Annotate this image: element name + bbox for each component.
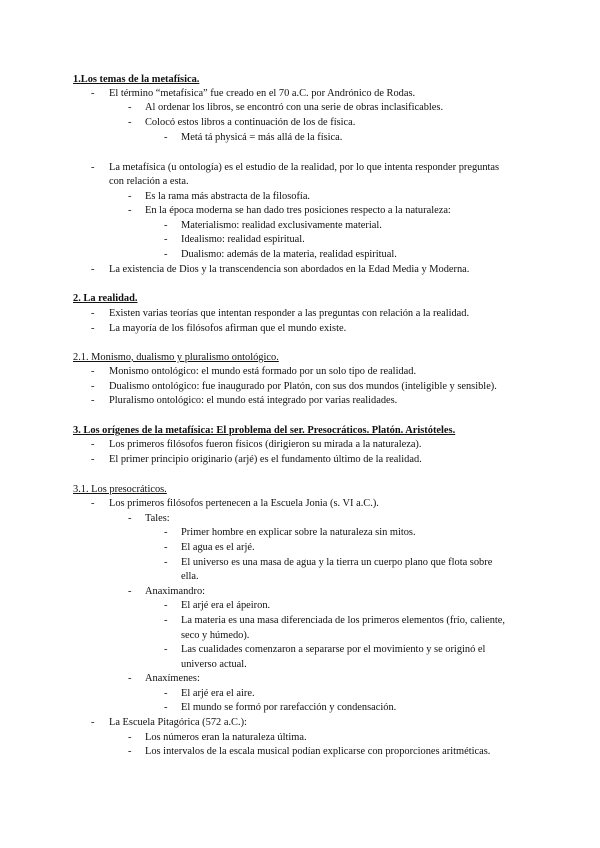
list-item: Los números eran la naturaleza última. bbox=[145, 732, 307, 743]
list-item: El primer principio originario (arjé) es el fundamento último de la realidad. bbox=[109, 454, 422, 465]
bullet: - bbox=[128, 205, 132, 216]
heading-presocraticos: 3.1. Los presocráticos. bbox=[73, 484, 167, 495]
list-item-continuation: con relación a esta. bbox=[109, 176, 189, 187]
list-item: Colocó estos libros a continuación de los de física. bbox=[145, 117, 356, 128]
list-item: La mayoría de los filósofos afirman que el mundo existe. bbox=[109, 323, 347, 334]
bullet: - bbox=[91, 88, 95, 99]
bullet: - bbox=[91, 439, 95, 450]
bullet: - bbox=[128, 102, 132, 113]
bullet: - bbox=[164, 132, 168, 143]
bullet: - bbox=[164, 600, 168, 611]
list-item: La metafísica (u ontología) es el estudio de la realidad, por lo que intenta responder preguntas bbox=[109, 162, 500, 173]
list-item: El arjé era el aire. bbox=[181, 688, 255, 699]
list-item: El agua es el arjé. bbox=[181, 542, 255, 553]
bullet: - bbox=[91, 454, 95, 465]
bullet: - bbox=[164, 234, 168, 245]
bullet: - bbox=[128, 513, 132, 524]
list-item: En la época moderna se han dado tres posiciones respecto a la naturaleza: bbox=[145, 205, 451, 216]
bullet: - bbox=[164, 557, 168, 568]
list-item: El término “metafísica” fue creado en el 70 a.C. por Andrónico de Rodas. bbox=[109, 88, 416, 99]
list-item: Las cualidades comenzaron a separarse por el movimiento y se originó el bbox=[181, 644, 486, 655]
bullet: - bbox=[128, 673, 132, 684]
bullet: - bbox=[164, 220, 168, 231]
bullet: - bbox=[164, 249, 168, 260]
bullet: - bbox=[91, 162, 95, 173]
list-item: La materia es una masa diferenciada de los primeros elementos (frío, caliente, bbox=[181, 615, 505, 626]
list-item-continuation: seco y húmedo). bbox=[181, 630, 250, 641]
bullet: - bbox=[128, 586, 132, 597]
bullet: - bbox=[128, 746, 132, 757]
bullet: - bbox=[91, 264, 95, 275]
list-item: Los primeros filósofos fueron físicos (dirigieron su mirada a la naturaleza). bbox=[109, 439, 422, 450]
list-item: El universo es una masa de agua y la tierra un cuerpo plano que flota sobre bbox=[181, 557, 493, 568]
heading-monismo-dualismo: 2.1. Monismo, dualismo y pluralismo ontológico. bbox=[73, 352, 279, 363]
bullet: - bbox=[128, 117, 132, 128]
bullet: - bbox=[91, 366, 95, 377]
list-item: Materialismo: realidad exclusivamente material. bbox=[181, 220, 382, 231]
bullet: - bbox=[91, 381, 95, 392]
list-item: Primer hombre en explicar sobre la naturaleza sin mitos. bbox=[181, 527, 416, 538]
bullet: - bbox=[91, 395, 95, 406]
bullet: - bbox=[164, 615, 168, 626]
bullet: - bbox=[91, 323, 95, 334]
bullet: - bbox=[164, 688, 168, 699]
bullet: - bbox=[164, 644, 168, 655]
list-item: Al ordenar los libros, se encontró con una serie de obras inclasificables. bbox=[145, 102, 444, 113]
list-item: Pluralismo ontológico: el mundo está integrado por varias realidades. bbox=[109, 395, 398, 406]
list-item-continuation: universo actual. bbox=[181, 659, 247, 670]
list-item: Monismo ontológico: el mundo está formado por un solo tipo de realidad. bbox=[109, 366, 417, 377]
list-item: Anaximandro: bbox=[145, 586, 206, 597]
bullet: - bbox=[91, 308, 95, 319]
list-item: Dualismo ontológico: fue inaugurado por Platón, con sus dos mundos (inteligible y sensible). bbox=[109, 381, 497, 392]
list-item: Los intervalos de la escala musical podían explicarse con proporciones aritméticas. bbox=[145, 746, 491, 757]
list-item: El arjé era el ápeiron. bbox=[181, 600, 271, 611]
heading-origenes-metafisica: 3. Los orígenes de la metafísica: El problema del ser. Presocráticos. Platón. Aristóteles. bbox=[73, 425, 456, 436]
list-item: La existencia de Dios y la transcendencia son abordados en la Edad Media y Moderna. bbox=[109, 264, 470, 275]
list-item: Anaxímenes: bbox=[145, 673, 200, 684]
list-item: Metá tá physicá = más allá de la física. bbox=[181, 132, 343, 143]
bullet: - bbox=[164, 542, 168, 553]
list-item: Existen varias teorías que intentan responder a las preguntas con relación a la realidad. bbox=[109, 308, 470, 319]
heading-la-realidad: 2. La realidad. bbox=[73, 293, 138, 304]
list-item: Dualismo: además de la materia, realidad espiritual. bbox=[181, 249, 397, 260]
list-item-continuation: ella. bbox=[181, 571, 199, 582]
list-item: Tales: bbox=[145, 513, 170, 524]
list-item: Los primeros filósofos pertenecen a la Escuela Jonia (s. VI a.C.). bbox=[109, 498, 379, 509]
bullet: - bbox=[128, 732, 132, 743]
list-item: La Escuela Pitagórica (572 a.C.): bbox=[109, 717, 247, 728]
heading-temas-metafisica: 1.Los temas de la metafísica. bbox=[73, 74, 200, 85]
bullet: - bbox=[164, 527, 168, 538]
list-item: El mundo se formó por rarefacción y condensación. bbox=[181, 702, 397, 713]
bullet: - bbox=[128, 191, 132, 202]
bullet: - bbox=[164, 702, 168, 713]
list-item: Es la rama más abstracta de la filosofía. bbox=[145, 191, 311, 202]
list-item: Idealismo: realidad espiritual. bbox=[181, 234, 305, 245]
bullet: - bbox=[91, 498, 95, 509]
bullet: - bbox=[91, 717, 95, 728]
